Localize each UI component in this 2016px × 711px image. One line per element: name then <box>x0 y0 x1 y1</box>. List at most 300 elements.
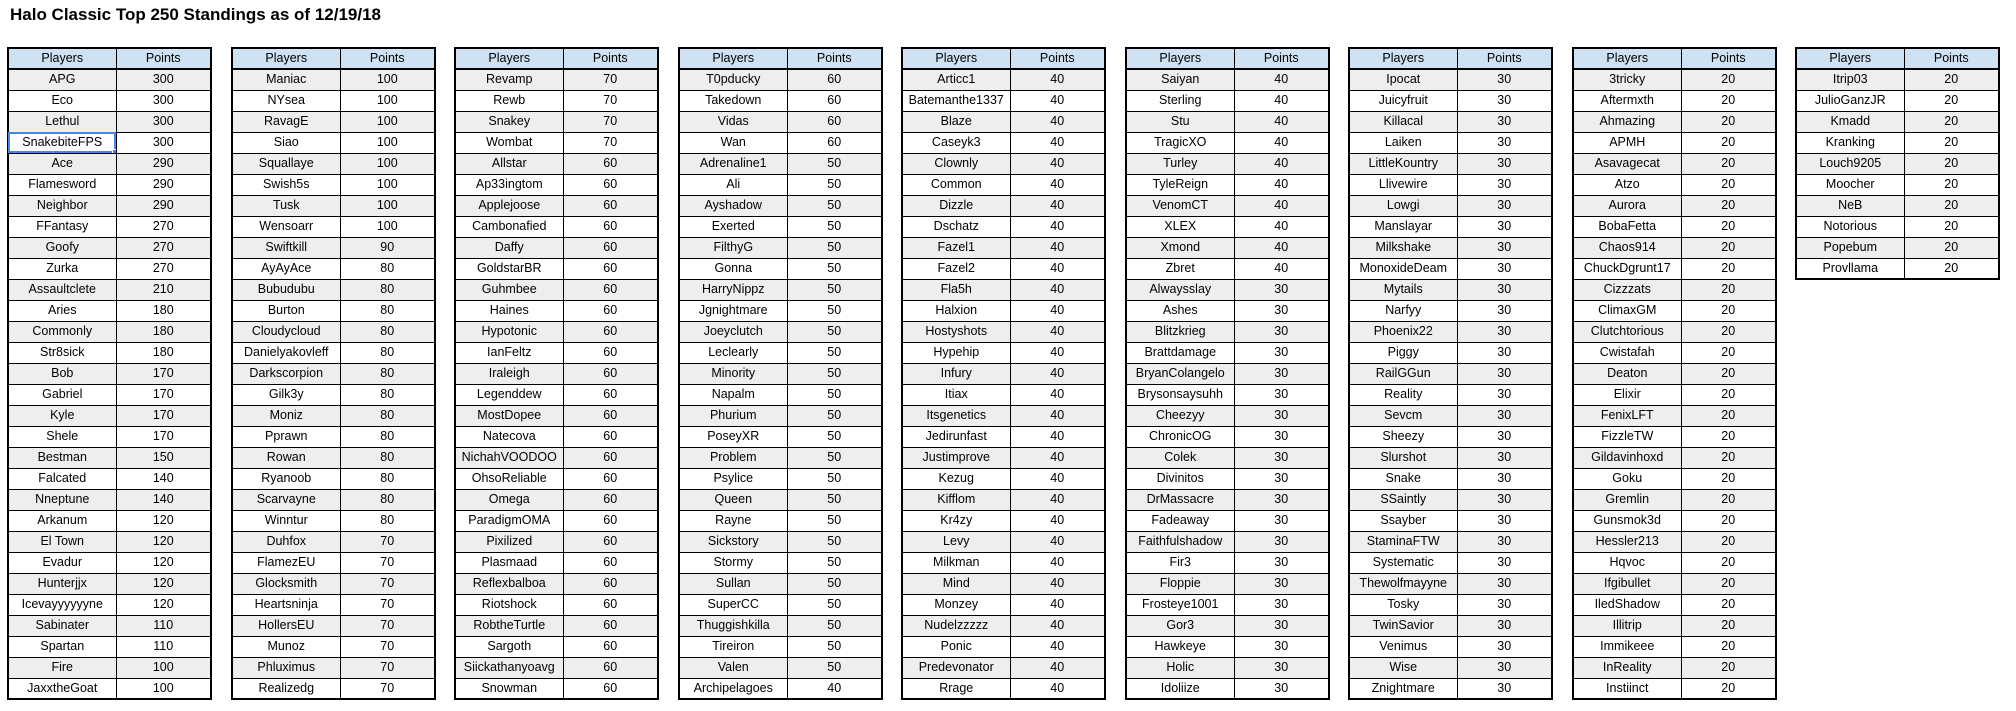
points-cell[interactable]: 20 <box>1904 195 1999 216</box>
player-cell[interactable]: Gremlin <box>1573 489 1681 510</box>
player-cell[interactable]: Daffy <box>455 237 563 258</box>
player-cell[interactable]: Goofy <box>8 237 116 258</box>
points-cell[interactable]: 60 <box>563 342 658 363</box>
player-cell[interactable]: TragicXO <box>1126 132 1234 153</box>
player-cell[interactable]: NichahVOODOO <box>455 447 563 468</box>
points-cell[interactable]: 30 <box>1457 279 1552 300</box>
player-cell[interactable]: Pixilized <box>455 531 563 552</box>
player-cell[interactable]: Applejoose <box>455 195 563 216</box>
player-cell[interactable]: Haines <box>455 300 563 321</box>
player-cell[interactable]: Duhfox <box>232 531 340 552</box>
player-cell[interactable]: Systematic <box>1349 552 1457 573</box>
player-cell[interactable]: Goku <box>1573 468 1681 489</box>
players-header[interactable]: Players <box>902 48 1010 69</box>
player-cell[interactable]: Siickathanyoavg <box>455 657 563 678</box>
points-cell[interactable]: 100 <box>116 657 211 678</box>
points-cell[interactable]: 30 <box>1234 321 1329 342</box>
player-cell[interactable]: Sevcm <box>1349 405 1457 426</box>
points-cell[interactable]: 40 <box>1010 279 1105 300</box>
player-cell[interactable]: Itsgenetics <box>902 405 1010 426</box>
player-cell[interactable]: Rrage <box>902 678 1010 699</box>
points-cell[interactable]: 30 <box>1457 132 1552 153</box>
player-cell[interactable]: Llivewire <box>1349 174 1457 195</box>
player-cell[interactable]: Flamesword <box>8 174 116 195</box>
points-cell[interactable]: 30 <box>1234 405 1329 426</box>
points-cell[interactable]: 40 <box>787 678 882 699</box>
player-cell[interactable]: Swish5s <box>232 174 340 195</box>
points-cell[interactable]: 40 <box>1010 237 1105 258</box>
player-cell[interactable]: Ponic <box>902 636 1010 657</box>
player-cell[interactable]: Adrenaline1 <box>679 153 787 174</box>
points-cell[interactable]: 30 <box>1457 426 1552 447</box>
player-cell[interactable]: Stormy <box>679 552 787 573</box>
points-cell[interactable]: 30 <box>1234 363 1329 384</box>
points-cell[interactable]: 20 <box>1681 447 1776 468</box>
player-cell[interactable]: Cambonafied <box>455 216 563 237</box>
points-cell[interactable]: 70 <box>340 615 435 636</box>
points-cell[interactable]: 70 <box>563 69 658 90</box>
player-cell[interactable]: Justimprove <box>902 447 1010 468</box>
player-cell[interactable]: Swiftkill <box>232 237 340 258</box>
points-cell[interactable]: 30 <box>1457 636 1552 657</box>
player-cell[interactable]: VenomCT <box>1126 195 1234 216</box>
players-header[interactable]: Players <box>1349 48 1457 69</box>
points-cell[interactable]: 60 <box>563 678 658 699</box>
player-cell[interactable]: Itiax <box>902 384 1010 405</box>
player-cell[interactable]: Legenddew <box>455 384 563 405</box>
points-cell[interactable]: 20 <box>1681 300 1776 321</box>
player-cell[interactable]: Icevayyyyyyne <box>8 594 116 615</box>
player-cell[interactable]: Ali <box>679 174 787 195</box>
points-cell[interactable]: 60 <box>563 237 658 258</box>
player-cell[interactable]: APG <box>8 69 116 90</box>
player-cell[interactable]: Narfyy <box>1349 300 1457 321</box>
points-cell[interactable]: 60 <box>563 405 658 426</box>
player-cell[interactable]: Zbret <box>1126 258 1234 279</box>
points-cell[interactable]: 20 <box>1681 594 1776 615</box>
player-cell[interactable]: Wensoarr <box>232 216 340 237</box>
player-cell[interactable]: Popebum <box>1796 237 1904 258</box>
player-cell[interactable]: Milkshake <box>1349 237 1457 258</box>
points-cell[interactable]: 30 <box>1457 321 1552 342</box>
player-cell[interactable]: Kranking <box>1796 132 1904 153</box>
player-cell[interactable]: Kezug <box>902 468 1010 489</box>
points-cell[interactable]: 40 <box>1234 69 1329 90</box>
player-cell[interactable]: Munoz <box>232 636 340 657</box>
player-cell[interactable]: ParadigmOMA <box>455 510 563 531</box>
points-cell[interactable]: 20 <box>1681 405 1776 426</box>
points-cell[interactable]: 180 <box>116 300 211 321</box>
player-cell[interactable]: Sterling <box>1126 90 1234 111</box>
player-cell[interactable]: Nudelzzzzz <box>902 615 1010 636</box>
points-cell[interactable]: 60 <box>563 363 658 384</box>
points-cell[interactable]: 110 <box>116 615 211 636</box>
player-cell[interactable]: Hunterjjx <box>8 573 116 594</box>
points-cell[interactable]: 70 <box>340 657 435 678</box>
points-header[interactable]: Points <box>1234 48 1329 69</box>
points-cell[interactable]: 20 <box>1681 573 1776 594</box>
points-cell[interactable]: 40 <box>1010 321 1105 342</box>
points-cell[interactable]: 60 <box>563 216 658 237</box>
points-cell[interactable]: 80 <box>340 489 435 510</box>
points-header[interactable]: Points <box>1904 48 1999 69</box>
player-cell[interactable]: Idoliize <box>1126 678 1234 699</box>
points-cell[interactable]: 60 <box>563 279 658 300</box>
player-cell[interactable]: Articc1 <box>902 69 1010 90</box>
points-cell[interactable]: 30 <box>1457 258 1552 279</box>
points-cell[interactable]: 140 <box>116 489 211 510</box>
points-cell[interactable]: 60 <box>563 258 658 279</box>
player-cell[interactable]: Manslayar <box>1349 216 1457 237</box>
points-cell[interactable]: 30 <box>1457 489 1552 510</box>
points-cell[interactable]: 180 <box>116 342 211 363</box>
points-cell[interactable]: 40 <box>1010 615 1105 636</box>
points-cell[interactable]: 30 <box>1457 153 1552 174</box>
points-cell[interactable]: 120 <box>116 552 211 573</box>
points-cell[interactable]: 20 <box>1681 678 1776 699</box>
points-cell[interactable]: 50 <box>787 174 882 195</box>
player-cell[interactable]: OhsoReliable <box>455 468 563 489</box>
player-cell[interactable]: IledShadow <box>1573 594 1681 615</box>
points-cell[interactable]: 30 <box>1234 489 1329 510</box>
player-cell[interactable]: FlamezEU <box>232 552 340 573</box>
points-cell[interactable]: 20 <box>1681 69 1776 90</box>
player-cell[interactable]: Kifflom <box>902 489 1010 510</box>
player-cell[interactable]: HollersEU <box>232 615 340 636</box>
points-cell[interactable]: 50 <box>787 279 882 300</box>
points-cell[interactable]: 20 <box>1904 69 1999 90</box>
points-cell[interactable]: 30 <box>1457 195 1552 216</box>
player-cell[interactable]: Notorious <box>1796 216 1904 237</box>
player-cell[interactable]: Reality <box>1349 384 1457 405</box>
player-cell[interactable]: Lethul <box>8 111 116 132</box>
player-cell[interactable]: Atzo <box>1573 174 1681 195</box>
points-cell[interactable]: 40 <box>1234 90 1329 111</box>
points-cell[interactable]: 30 <box>1457 90 1552 111</box>
player-cell[interactable]: Laiken <box>1349 132 1457 153</box>
points-cell[interactable]: 40 <box>1010 384 1105 405</box>
player-cell[interactable]: Falcated <box>8 468 116 489</box>
player-cell[interactable]: Darkscorpion <box>232 363 340 384</box>
points-cell[interactable]: 270 <box>116 258 211 279</box>
player-cell[interactable]: APMH <box>1573 132 1681 153</box>
points-cell[interactable]: 100 <box>340 195 435 216</box>
points-cell[interactable]: 50 <box>787 489 882 510</box>
points-cell[interactable]: 30 <box>1457 468 1552 489</box>
points-cell[interactable]: 60 <box>563 153 658 174</box>
player-cell[interactable]: TyleReign <box>1126 174 1234 195</box>
points-cell[interactable]: 30 <box>1457 363 1552 384</box>
player-cell[interactable]: Glocksmith <box>232 573 340 594</box>
players-header[interactable]: Players <box>1573 48 1681 69</box>
player-cell[interactable]: Danielyakovleff <box>232 342 340 363</box>
points-cell[interactable]: 20 <box>1681 90 1776 111</box>
player-cell[interactable]: Batemanthe1337 <box>902 90 1010 111</box>
points-cell[interactable]: 40 <box>1010 594 1105 615</box>
points-header[interactable]: Points <box>1681 48 1776 69</box>
points-cell[interactable]: 270 <box>116 237 211 258</box>
points-cell[interactable]: 20 <box>1904 111 1999 132</box>
player-cell[interactable]: Saiyan <box>1126 69 1234 90</box>
points-cell[interactable]: 50 <box>787 405 882 426</box>
points-cell[interactable]: 290 <box>116 174 211 195</box>
player-cell[interactable]: Hqvoc <box>1573 552 1681 573</box>
player-cell[interactable]: Levy <box>902 531 1010 552</box>
player-cell[interactable]: SSaintly <box>1349 489 1457 510</box>
player-cell[interactable]: Takedown <box>679 90 787 111</box>
points-cell[interactable]: 20 <box>1681 552 1776 573</box>
player-cell[interactable]: Mind <box>902 573 1010 594</box>
points-cell[interactable]: 40 <box>1234 216 1329 237</box>
points-cell[interactable]: 80 <box>340 447 435 468</box>
player-cell[interactable]: Kyle <box>8 405 116 426</box>
player-cell[interactable]: Fadeaway <box>1126 510 1234 531</box>
points-cell[interactable]: 40 <box>1010 552 1105 573</box>
player-cell[interactable]: Revamp <box>455 69 563 90</box>
player-cell[interactable]: Gonna <box>679 258 787 279</box>
player-cell[interactable]: Arkanum <box>8 510 116 531</box>
points-cell[interactable]: 60 <box>563 321 658 342</box>
points-cell[interactable]: 60 <box>563 510 658 531</box>
points-cell[interactable]: 40 <box>1010 132 1105 153</box>
points-cell[interactable]: 30 <box>1234 552 1329 573</box>
player-cell[interactable]: Phluximus <box>232 657 340 678</box>
points-cell[interactable]: 180 <box>116 321 211 342</box>
points-cell[interactable]: 40 <box>1010 489 1105 510</box>
points-cell[interactable]: 80 <box>340 384 435 405</box>
points-cell[interactable]: 30 <box>1457 342 1552 363</box>
player-cell[interactable]: FizzleTW <box>1573 426 1681 447</box>
players-header[interactable]: Players <box>8 48 116 69</box>
points-cell[interactable]: 20 <box>1681 174 1776 195</box>
points-cell[interactable]: 30 <box>1234 678 1329 699</box>
player-cell[interactable]: Faithfulshadow <box>1126 531 1234 552</box>
player-cell[interactable]: Realizedg <box>232 678 340 699</box>
points-cell[interactable]: 60 <box>563 573 658 594</box>
points-cell[interactable]: 20 <box>1681 531 1776 552</box>
points-cell[interactable]: 50 <box>787 468 882 489</box>
points-cell[interactable]: 20 <box>1681 384 1776 405</box>
player-cell[interactable]: Snowman <box>455 678 563 699</box>
player-cell[interactable]: FFantasy <box>8 216 116 237</box>
player-cell[interactable]: Brattdamage <box>1126 342 1234 363</box>
points-cell[interactable]: 30 <box>1234 573 1329 594</box>
player-cell[interactable]: Aftermxth <box>1573 90 1681 111</box>
points-cell[interactable]: 30 <box>1457 531 1552 552</box>
player-cell[interactable]: Exerted <box>679 216 787 237</box>
player-cell[interactable]: Gildavinhoxd <box>1573 447 1681 468</box>
points-cell[interactable]: 80 <box>340 426 435 447</box>
points-cell[interactable]: 20 <box>1904 216 1999 237</box>
points-cell[interactable]: 40 <box>1010 447 1105 468</box>
points-cell[interactable]: 30 <box>1457 678 1552 699</box>
player-cell[interactable]: FilthyG <box>679 237 787 258</box>
player-cell[interactable]: Burton <box>232 300 340 321</box>
player-cell[interactable]: Allstar <box>455 153 563 174</box>
points-cell[interactable]: 40 <box>1010 153 1105 174</box>
player-cell[interactable]: Hypehip <box>902 342 1010 363</box>
player-cell[interactable]: SuperCC <box>679 594 787 615</box>
points-cell[interactable]: 40 <box>1010 111 1105 132</box>
points-cell[interactable]: 80 <box>340 405 435 426</box>
player-cell[interactable]: Clownly <box>902 153 1010 174</box>
points-header[interactable]: Points <box>1010 48 1105 69</box>
points-cell[interactable]: 20 <box>1904 174 1999 195</box>
player-cell[interactable]: Fir3 <box>1126 552 1234 573</box>
points-cell[interactable]: 20 <box>1681 657 1776 678</box>
player-cell[interactable]: Colek <box>1126 447 1234 468</box>
points-cell[interactable]: 20 <box>1681 321 1776 342</box>
points-cell[interactable]: 50 <box>787 447 882 468</box>
points-cell[interactable]: 30 <box>1457 447 1552 468</box>
points-cell[interactable]: 290 <box>116 153 211 174</box>
player-cell[interactable]: Archipelagoes <box>679 678 787 699</box>
points-cell[interactable]: 40 <box>1234 258 1329 279</box>
player-cell[interactable]: DrMassacre <box>1126 489 1234 510</box>
points-cell[interactable]: 60 <box>563 531 658 552</box>
player-cell[interactable]: Phurium <box>679 405 787 426</box>
player-cell[interactable]: Moocher <box>1796 174 1904 195</box>
points-header[interactable]: Points <box>563 48 658 69</box>
player-cell[interactable]: Caseyk3 <box>902 132 1010 153</box>
points-cell[interactable]: 20 <box>1681 510 1776 531</box>
player-cell[interactable]: Wise <box>1349 657 1457 678</box>
player-cell[interactable]: Cheezyy <box>1126 405 1234 426</box>
player-cell[interactable]: IanFeltz <box>455 342 563 363</box>
points-cell[interactable]: 40 <box>1234 174 1329 195</box>
player-cell[interactable]: Hawkeye <box>1126 636 1234 657</box>
points-cell[interactable]: 170 <box>116 426 211 447</box>
points-cell[interactable]: 120 <box>116 594 211 615</box>
points-cell[interactable]: 20 <box>1681 615 1776 636</box>
player-cell[interactable]: Thewolfmayyne <box>1349 573 1457 594</box>
points-cell[interactable]: 40 <box>1010 426 1105 447</box>
players-header[interactable]: Players <box>1796 48 1904 69</box>
points-cell[interactable]: 300 <box>116 132 211 153</box>
player-cell[interactable]: SnakebiteFPS <box>8 132 116 153</box>
player-cell[interactable]: Sargoth <box>455 636 563 657</box>
player-cell[interactable]: Shele <box>8 426 116 447</box>
points-cell[interactable]: 40 <box>1010 195 1105 216</box>
player-cell[interactable]: Cizzzats <box>1573 279 1681 300</box>
points-cell[interactable]: 100 <box>116 678 211 699</box>
points-cell[interactable]: 20 <box>1681 153 1776 174</box>
points-cell[interactable]: 290 <box>116 195 211 216</box>
points-cell[interactable]: 30 <box>1234 279 1329 300</box>
points-cell[interactable]: 40 <box>1010 174 1105 195</box>
player-cell[interactable]: Slurshot <box>1349 447 1457 468</box>
points-cell[interactable]: 40 <box>1010 510 1105 531</box>
points-cell[interactable]: 20 <box>1904 258 1999 279</box>
points-cell[interactable]: 20 <box>1681 426 1776 447</box>
points-cell[interactable]: 50 <box>787 657 882 678</box>
points-cell[interactable]: 20 <box>1904 153 1999 174</box>
player-cell[interactable]: Guhmbee <box>455 279 563 300</box>
points-cell[interactable]: 20 <box>1681 258 1776 279</box>
points-cell[interactable]: 300 <box>116 111 211 132</box>
player-cell[interactable]: Stu <box>1126 111 1234 132</box>
player-cell[interactable]: Napalm <box>679 384 787 405</box>
player-cell[interactable]: Chaos914 <box>1573 237 1681 258</box>
player-cell[interactable]: Winntur <box>232 510 340 531</box>
player-cell[interactable]: Queen <box>679 489 787 510</box>
player-cell[interactable]: MostDopee <box>455 405 563 426</box>
player-cell[interactable]: Spartan <box>8 636 116 657</box>
player-cell[interactable]: Kmadd <box>1796 111 1904 132</box>
points-cell[interactable]: 50 <box>787 594 882 615</box>
points-cell[interactable]: 50 <box>787 552 882 573</box>
points-cell[interactable]: 100 <box>340 69 435 90</box>
player-cell[interactable]: Brysonsaysuhh <box>1126 384 1234 405</box>
player-cell[interactable]: InReality <box>1573 657 1681 678</box>
player-cell[interactable]: PoseyXR <box>679 426 787 447</box>
points-cell[interactable]: 60 <box>563 195 658 216</box>
points-cell[interactable]: 20 <box>1681 279 1776 300</box>
player-cell[interactable]: Gunsmok3d <box>1573 510 1681 531</box>
points-header[interactable]: Points <box>787 48 882 69</box>
points-cell[interactable]: 50 <box>787 300 882 321</box>
points-cell[interactable]: 170 <box>116 363 211 384</box>
points-cell[interactable]: 40 <box>1234 111 1329 132</box>
player-cell[interactable]: StaminaFTW <box>1349 531 1457 552</box>
points-cell[interactable]: 40 <box>1234 132 1329 153</box>
points-cell[interactable]: 60 <box>563 552 658 573</box>
player-cell[interactable]: Divinitos <box>1126 468 1234 489</box>
player-cell[interactable]: Sickstory <box>679 531 787 552</box>
points-cell[interactable]: 50 <box>787 636 882 657</box>
player-cell[interactable]: Ayshadow <box>679 195 787 216</box>
player-cell[interactable]: Kr4zy <box>902 510 1010 531</box>
player-cell[interactable]: Frosteye1001 <box>1126 594 1234 615</box>
points-cell[interactable]: 100 <box>340 111 435 132</box>
player-cell[interactable]: Deaton <box>1573 363 1681 384</box>
points-cell[interactable]: 170 <box>116 405 211 426</box>
points-cell[interactable]: 60 <box>563 447 658 468</box>
points-cell[interactable]: 30 <box>1457 384 1552 405</box>
player-cell[interactable]: Thuggishkilla <box>679 615 787 636</box>
player-cell[interactable]: Fla5h <box>902 279 1010 300</box>
player-cell[interactable]: Valen <box>679 657 787 678</box>
players-header[interactable]: Players <box>232 48 340 69</box>
player-cell[interactable]: Tireiron <box>679 636 787 657</box>
player-cell[interactable]: Dschatz <box>902 216 1010 237</box>
player-cell[interactable]: Provllama <box>1796 258 1904 279</box>
player-cell[interactable]: Siao <box>232 132 340 153</box>
player-cell[interactable]: BryanColangelo <box>1126 363 1234 384</box>
player-cell[interactable]: Clutchtorious <box>1573 321 1681 342</box>
player-cell[interactable]: Fazel2 <box>902 258 1010 279</box>
points-cell[interactable]: 70 <box>340 678 435 699</box>
points-cell[interactable]: 30 <box>1457 573 1552 594</box>
points-cell[interactable]: 60 <box>563 636 658 657</box>
player-cell[interactable]: HarryNippz <box>679 279 787 300</box>
points-cell[interactable]: 50 <box>787 531 882 552</box>
player-cell[interactable]: Sheezy <box>1349 426 1457 447</box>
player-cell[interactable]: Gabriel <box>8 384 116 405</box>
points-cell[interactable]: 30 <box>1457 615 1552 636</box>
points-cell[interactable]: 270 <box>116 216 211 237</box>
points-header[interactable]: Points <box>1457 48 1552 69</box>
player-cell[interactable]: Psylice <box>679 468 787 489</box>
player-cell[interactable]: Wan <box>679 132 787 153</box>
points-cell[interactable]: 30 <box>1457 300 1552 321</box>
player-cell[interactable]: Cwistafah <box>1573 342 1681 363</box>
player-cell[interactable]: Riotshock <box>455 594 563 615</box>
points-cell[interactable]: 50 <box>787 573 882 594</box>
player-cell[interactable]: Holic <box>1126 657 1234 678</box>
player-cell[interactable]: ChronicOG <box>1126 426 1234 447</box>
points-cell[interactable]: 60 <box>563 300 658 321</box>
